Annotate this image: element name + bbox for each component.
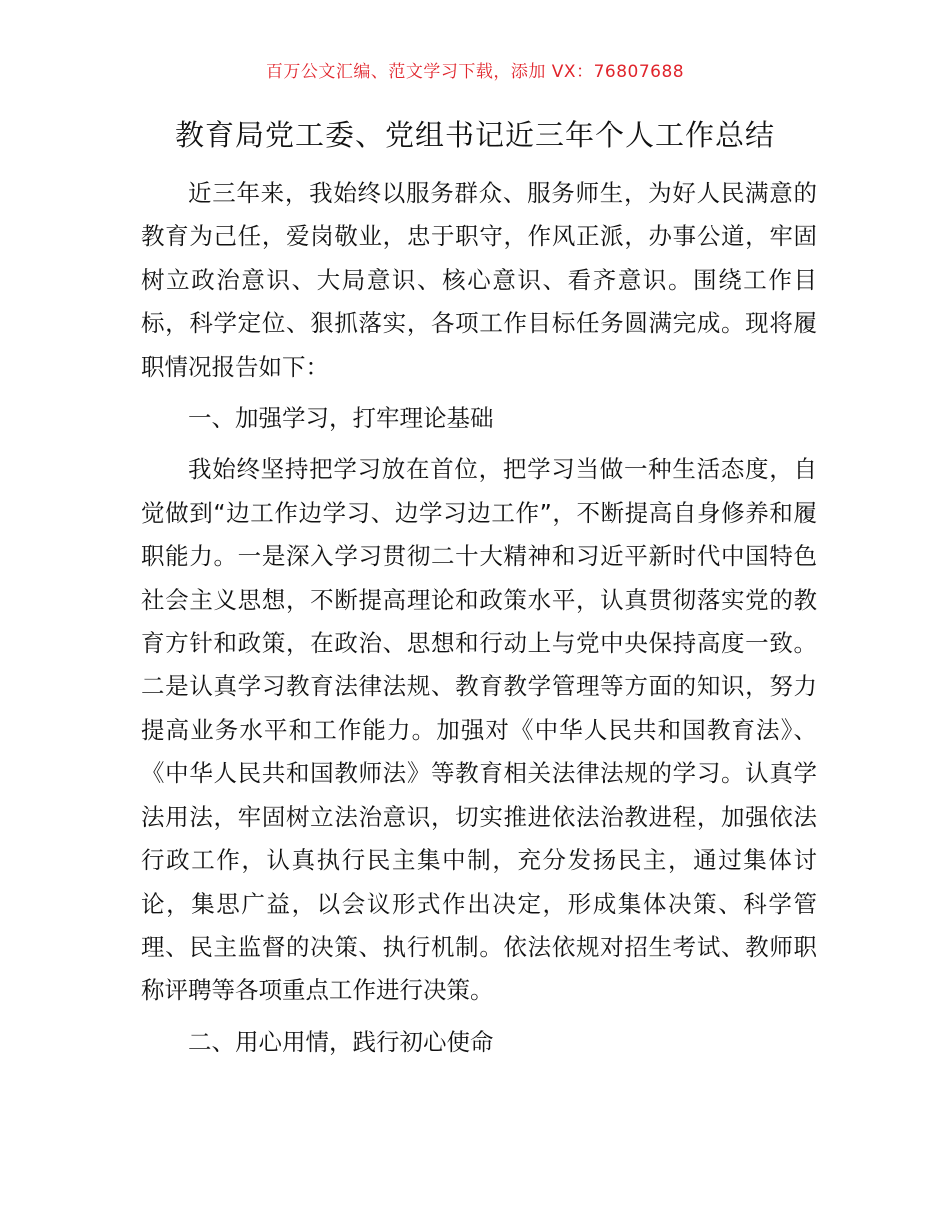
section-1-paragraph: 我始终坚持把学习放在首位，把学习当做一种生活态度，自觉做到“边工作边学习、边学习边工作”，不断提高自身修养和履职能力。一是深入学习贯彻二十大精神和习近平新时代中国特色社会主义思想，不断提高理论和政策水平，认真贯彻落实党的教育方针和政策，在政治、思想和行动上与党中央保持高度一致。二是认真学习教育法律法规、教育教学管理等方面的知识，努力提高业务水平和工作能力。加强对《中华人民共和国教育法》、《中华人民共和国教师法》等教育相关法律法规的学习。认真学法用法，牢固树立法治意识，切实推进依法治教进程，加强依法行政工作，认真执行民主集中制，充分发扬民主，通过集体讨论，集思广益，以会议形式作出决定，形成集体决策、科学管理、民主监督的决策、执行机制。依法依规对招生考试、教师职称评聘等各项重点工作进行决策。	[141, 455, 817, 1005]
section-1-heading: 一、加强学习，打牢理论基础	[188, 404, 494, 433]
page-title: 教育局党工委、党组书记近三年个人工作总结	[174, 118, 775, 152]
intro-paragraph: 近三年来，我始终以服务群众、服务师生，为好人民满意的教育为己任，爱岗敬业，忠于职守，作风正派，办事公道，牢固树立政治意识、大局意识、核心意识、看齐意识。围绕工作目标，科学定位、狠抓落实，各项工作目标任务圆满完成。现将履职情况报告如下：	[141, 179, 817, 381]
section-2-heading: 二、用心用情，践行初心使命	[188, 1027, 494, 1056]
document-body	[141, 172, 817, 1064]
header-banner: 百万公文汇编、范文学习下载，添加 VX：76807688	[265, 62, 685, 82]
